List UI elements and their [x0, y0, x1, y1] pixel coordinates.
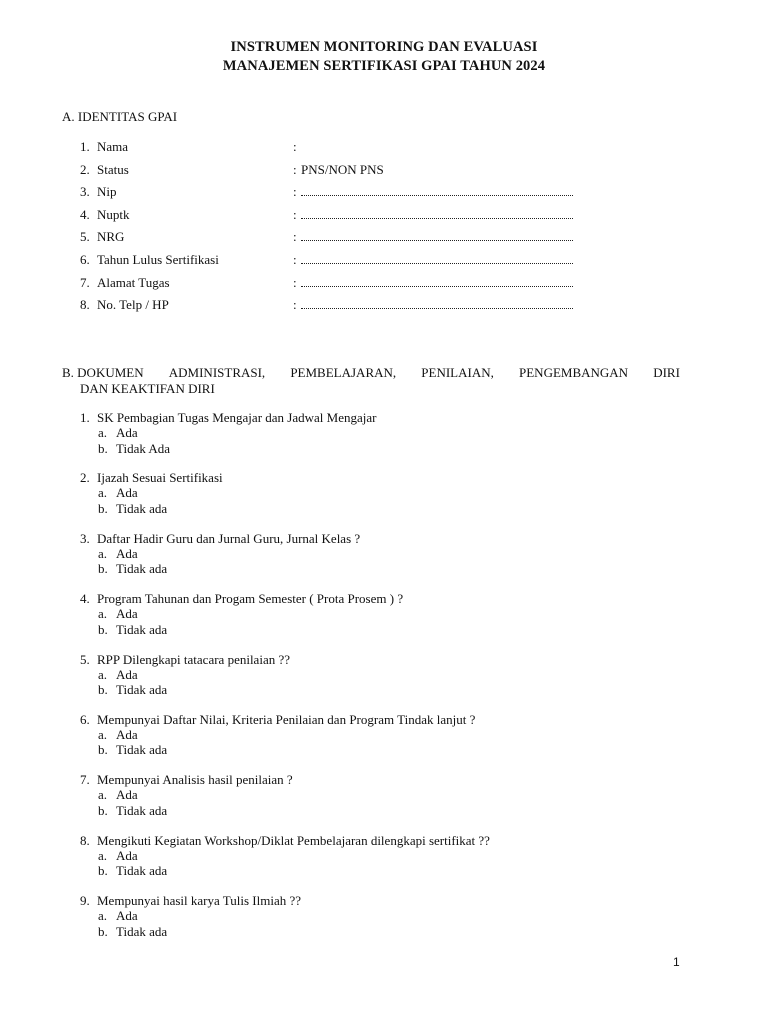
option-text: Ada: [116, 425, 138, 440]
option-letter: a.: [98, 666, 108, 682]
question-number: 3.: [80, 530, 90, 546]
identity-row: [0, 251, 768, 274]
option-letter: a.: [98, 606, 108, 622]
document-title-line-2: MANAJEMEN SERTIFIKASI GPAI TAHUN 2024: [222, 58, 546, 74]
option-letter: b.: [98, 923, 108, 939]
identity-label: Nip: [97, 184, 117, 200]
option-letter: a.: [98, 726, 108, 742]
question-text: Daftar Hadir Guru dan Jurnal Guru, Jurnal Kelas ?: [97, 530, 361, 546]
identity-value: PNS/NON PNS: [301, 161, 384, 177]
option-letter: a.: [98, 425, 108, 440]
section-b-heading-word: ADMINISTRASI,: [168, 365, 266, 380]
section-b-heading-word: PENGEMBANGAN: [519, 365, 629, 380]
identity-number: 2.: [80, 161, 90, 177]
section-a-heading: A. IDENTITAS GPAI: [62, 109, 178, 124]
question-item: [0, 530, 768, 590]
section-b-heading-word: DIRI: [653, 365, 680, 380]
question-list: [0, 409, 768, 953]
identity-number: 3.: [80, 184, 90, 200]
identity-colon: :: [293, 229, 297, 245]
section-b-heading-line-2: DAN KEAKTIFAN DIRI: [80, 380, 215, 396]
identity-row: [0, 183, 768, 206]
option-letter: a.: [98, 847, 108, 863]
option-text: Tidak ada: [116, 621, 168, 637]
identity-number: 1.: [80, 139, 90, 154]
identity-fill-line: [301, 263, 573, 264]
question-text: RPP Dilengkapi tatacara penilaian ??: [97, 651, 291, 667]
option-text: Tidak ada: [116, 561, 168, 577]
question-text: Mempunyai Daftar Nilai, Kriteria Penilaian dan Program Tindak lanjut ?: [97, 711, 476, 727]
option-text: Ada: [116, 787, 138, 803]
identity-colon: :: [293, 274, 297, 290]
identity-number: 7.: [80, 274, 90, 290]
question-text: Mengikuti Kegiatan Workshop/Diklat Pembelajaran dilengkapi sertifikat ??: [97, 832, 490, 848]
identity-number: 4.: [80, 206, 90, 222]
question-number: 8.: [80, 832, 90, 848]
identity-colon: :: [293, 161, 297, 177]
identity-label: NRG: [97, 229, 125, 245]
question-item: [0, 651, 768, 711]
identity-label: Nama: [97, 139, 129, 154]
question-item: [0, 469, 768, 529]
option-letter: b.: [98, 682, 108, 698]
option-text: Ada: [116, 485, 138, 501]
question-number: 2.: [80, 470, 90, 486]
identity-fill-line: [301, 286, 573, 287]
identity-fill-line: [301, 308, 573, 309]
question-item: [0, 771, 768, 831]
identity-list: [0, 138, 768, 319]
option-text: Tidak ada: [116, 500, 168, 516]
option-letter: b.: [98, 802, 108, 818]
question-item: [0, 832, 768, 892]
option-text: Tidak ada: [116, 923, 168, 939]
question-number: 5.: [80, 651, 90, 667]
option-text: Tidak ada: [116, 863, 168, 879]
option-letter: b.: [98, 863, 108, 879]
option-letter: b.: [98, 742, 108, 758]
identity-row: [0, 138, 768, 161]
identity-row: [0, 274, 768, 297]
question-number: 9.: [80, 893, 90, 909]
option-text: Ada: [116, 545, 138, 561]
section-b-heading-word: PEMBELAJARAN,: [290, 365, 397, 380]
identity-row: [0, 206, 768, 229]
identity-number: 6.: [80, 251, 90, 267]
option-text: Ada: [116, 847, 138, 863]
identity-colon: :: [293, 139, 297, 154]
identity-colon: :: [293, 297, 297, 313]
option-letter: a.: [98, 787, 108, 803]
identity-fill-line: [301, 240, 573, 241]
identity-colon: :: [293, 206, 297, 222]
identity-colon: :: [293, 184, 297, 200]
question-item: [0, 590, 768, 650]
option-letter: a.: [98, 545, 108, 561]
question-number: 4.: [80, 591, 90, 607]
option-letter: b.: [98, 500, 108, 516]
identity-label: No. Telp / HP: [97, 297, 169, 313]
identity-label: Status: [97, 161, 129, 177]
option-text: Ada: [116, 908, 138, 924]
option-text: Ada: [116, 726, 138, 742]
section-b-heading-word: B. DOKUMEN: [62, 365, 144, 380]
question-number: 1.: [80, 410, 90, 425]
option-letter: b.: [98, 621, 108, 637]
option-text: Tidak ada: [116, 802, 168, 818]
question-text: Program Tahunan dan Progam Semester ( Prota Prosem ) ?: [97, 591, 404, 607]
identity-number: 5.: [80, 229, 90, 245]
option-text: Ada: [116, 666, 138, 682]
option-text: Tidak ada: [116, 742, 168, 758]
question-item: [0, 409, 768, 469]
page-number: 1: [673, 955, 680, 969]
question-number: 7.: [80, 772, 90, 788]
option-letter: b.: [98, 561, 108, 577]
option-text: Tidak Ada: [116, 440, 171, 456]
option-letter: a.: [98, 908, 108, 924]
question-text: Ijazah Sesuai Sertifikasi: [97, 470, 223, 486]
identity-number: 8.: [80, 297, 90, 313]
identity-colon: :: [293, 251, 297, 267]
section-b-heading: [62, 365, 680, 396]
question-number: 6.: [80, 711, 90, 727]
section-b-heading-word: PENILAIAN,: [421, 365, 494, 380]
identity-label: Alamat Tugas: [97, 274, 170, 290]
section-b-heading-line-1: [62, 365, 680, 381]
identity-fill-line: [301, 218, 573, 219]
identity-row: [0, 161, 768, 184]
identity-fill-line: [301, 195, 573, 196]
question-item: [0, 892, 768, 952]
identity-row: [0, 296, 768, 319]
question-item: [0, 711, 768, 771]
option-text: Ada: [116, 606, 138, 622]
question-text: SK Pembagian Tugas Mengajar dan Jadwal Mengajar: [97, 410, 377, 425]
option-letter: a.: [98, 485, 108, 501]
identity-label: Nuptk: [97, 206, 130, 222]
identity-label: Tahun Lulus Sertifikasi: [97, 251, 219, 267]
option-text: Tidak ada: [116, 682, 168, 698]
question-text: Mempunyai Analisis hasil penilaian ?: [97, 772, 293, 788]
identity-row: [0, 228, 768, 251]
question-text: Mempunyai hasil karya Tulis Ilmiah ??: [97, 893, 302, 909]
document-title-line-1: INSTRUMEN MONITORING DAN EVALUASI: [230, 39, 538, 55]
option-letter: b.: [98, 440, 108, 456]
